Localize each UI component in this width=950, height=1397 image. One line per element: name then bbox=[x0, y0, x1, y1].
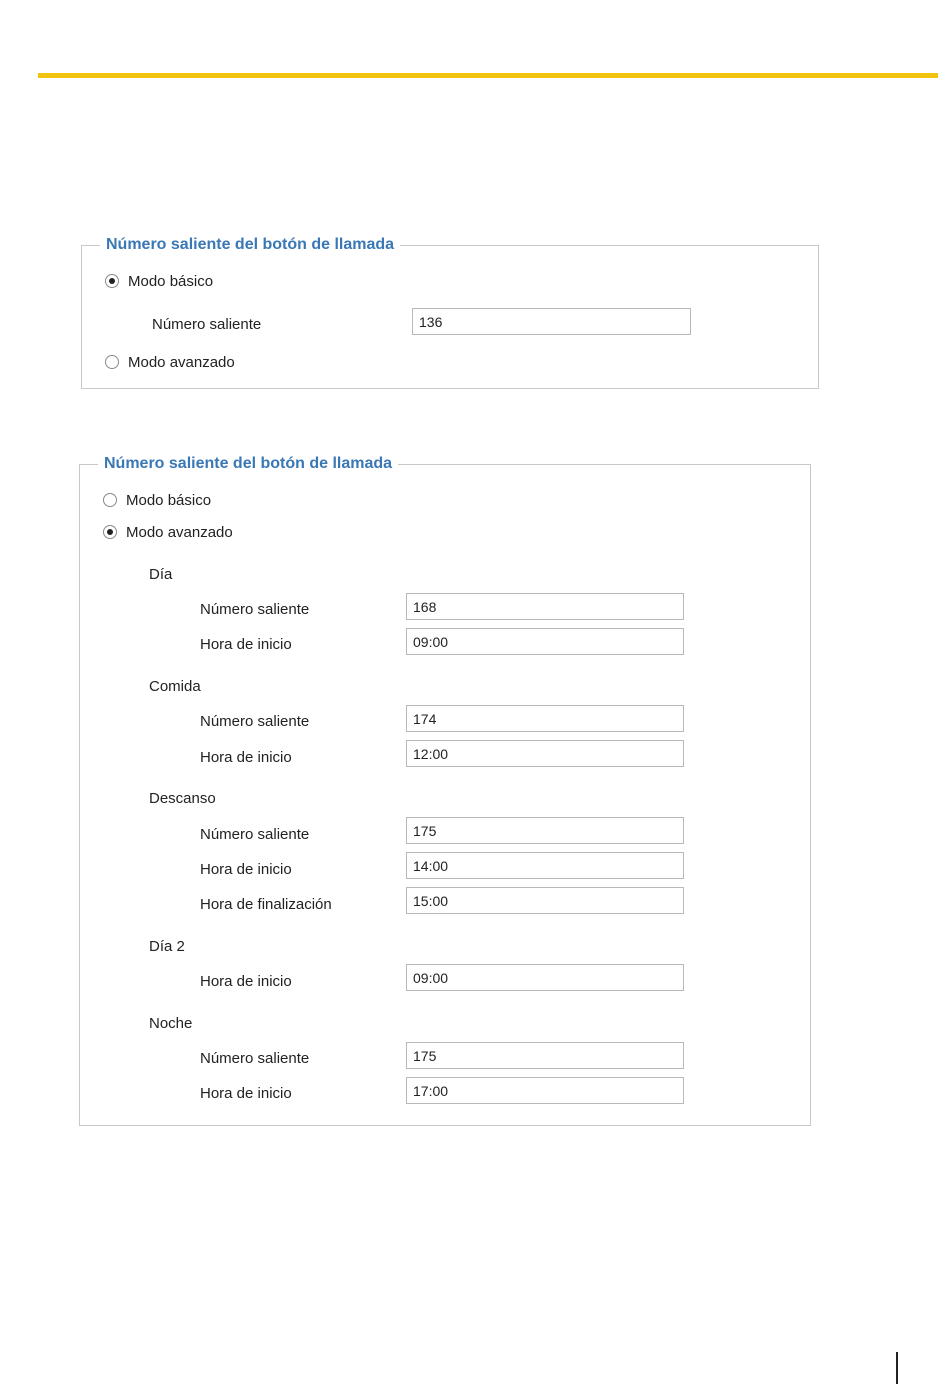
descanso-outgoing-label: Número saliente bbox=[200, 826, 310, 843]
radio-unchecked-icon[interactable] bbox=[105, 355, 119, 369]
outgoing-number-label: Número saliente bbox=[152, 316, 262, 333]
descanso-start-label: Hora de inicio bbox=[200, 861, 292, 878]
section-dia-title: Día bbox=[149, 566, 173, 583]
radio-label: Modo avanzado bbox=[126, 524, 233, 541]
dia-outgoing-input[interactable] bbox=[406, 593, 684, 620]
comida-outgoing-input[interactable] bbox=[406, 705, 684, 732]
descanso-outgoing-input[interactable] bbox=[406, 817, 684, 844]
panel-title: Número saliente del botón de llamada bbox=[106, 236, 395, 253]
radio-mode-advanced[interactable] bbox=[105, 354, 235, 371]
radio-mode-basic[interactable] bbox=[103, 492, 211, 509]
radio-mode-basic[interactable] bbox=[105, 273, 213, 290]
dia-start-label: Hora de inicio bbox=[200, 636, 292, 653]
noche-start-label: Hora de inicio bbox=[200, 1085, 292, 1102]
section-comida-title: Comida bbox=[149, 678, 201, 695]
noche-start-input[interactable] bbox=[406, 1077, 684, 1104]
panel-title: Número saliente del botón de llamada bbox=[104, 455, 393, 472]
descanso-start-input[interactable] bbox=[406, 852, 684, 879]
descanso-end-input[interactable] bbox=[406, 887, 684, 914]
radio-label: Modo básico bbox=[126, 492, 212, 509]
dia2-start-input[interactable] bbox=[406, 964, 684, 991]
top-accent-rule bbox=[38, 73, 938, 78]
comida-start-label: Hora de inicio bbox=[200, 749, 292, 766]
section-noche-title: Noche bbox=[149, 1015, 193, 1032]
section-dia2-title: Día 2 bbox=[149, 938, 185, 955]
descanso-end-label: Hora de finalización bbox=[200, 896, 332, 913]
radio-unchecked-icon[interactable] bbox=[103, 493, 117, 507]
outgoing-number-input[interactable] bbox=[412, 308, 691, 335]
radio-label: Modo avanzado bbox=[128, 354, 235, 371]
noche-outgoing-input[interactable] bbox=[406, 1042, 684, 1069]
radio-checked-icon[interactable] bbox=[105, 274, 119, 288]
noche-outgoing-label: Número saliente bbox=[200, 1050, 310, 1067]
comida-outgoing-label: Número saliente bbox=[200, 713, 310, 730]
radio-label: Modo básico bbox=[128, 273, 214, 290]
dia2-start-label: Hora de inicio bbox=[200, 973, 292, 990]
dia-outgoing-label: Número saliente bbox=[200, 601, 310, 618]
section-descanso-title: Descanso bbox=[149, 790, 216, 807]
radio-checked-icon[interactable] bbox=[103, 525, 117, 539]
radio-mode-advanced[interactable] bbox=[103, 524, 233, 541]
comida-start-input[interactable] bbox=[406, 740, 684, 767]
page-margin-mark bbox=[896, 1352, 898, 1384]
dia-start-input[interactable] bbox=[406, 628, 684, 655]
